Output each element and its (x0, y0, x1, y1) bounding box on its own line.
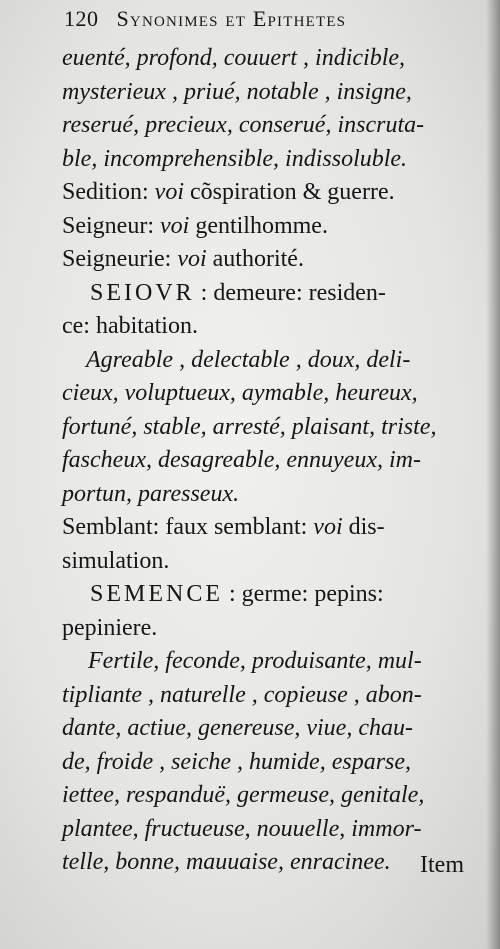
text-line (62, 783, 424, 807)
entry-headword: SEMENCE (90, 581, 224, 607)
text-line (62, 549, 169, 573)
text-line (62, 147, 407, 171)
text-segment: portun, paresseux. (62, 480, 240, 507)
text-segment: Sedition: (62, 179, 155, 205)
text-line (86, 348, 410, 372)
text-segment: voi (154, 179, 184, 205)
text-line (62, 448, 421, 472)
text-segment: Semblant: faux semblant: (62, 514, 314, 540)
text-segment: voi (313, 514, 343, 540)
text-line (62, 113, 424, 137)
page-number: 120 (64, 6, 99, 31)
text-line (62, 750, 411, 774)
text-segment: Agreable , delectable , doux, deli- (86, 346, 411, 373)
text-segment: iettee, respanduë, germeuse, genitale, (62, 782, 425, 808)
text-segment: plantee, fructueuse, nouuelle, immor- (62, 815, 422, 842)
text-line (88, 649, 422, 673)
page-edge-shadow (486, 0, 500, 949)
text-segment: pepiniere. (62, 614, 158, 641)
text-line (62, 616, 157, 640)
text-line (62, 482, 239, 506)
text-line (62, 515, 385, 539)
text-segment: voi (177, 246, 207, 272)
text-segment: gentilhomme. (189, 212, 328, 239)
text-line (62, 180, 395, 204)
text-segment: simulation. (62, 547, 170, 574)
text-segment: authorité. (206, 246, 304, 272)
text-line (62, 214, 328, 238)
text-segment: Fertile, feconde, produisante, mul- (88, 648, 422, 674)
catchword: Item (420, 852, 464, 878)
text-line (90, 281, 386, 305)
text-segment: ble, incomprehensible, indissoluble. (62, 145, 408, 172)
entry-headword: SEIOVR (90, 279, 195, 306)
text-segment: dante, actiue, genereuse, viue, chau- (62, 715, 413, 741)
running-header (64, 6, 346, 32)
text-segment: Seigneurie: (62, 246, 178, 272)
text-segment: cõspiration & guerre. (184, 179, 395, 205)
text-line (90, 582, 384, 606)
text-line (62, 817, 421, 841)
text-segment: fascheux, desagreable, ennuyeux, im- (62, 447, 421, 473)
text-segment: Seigneur: (62, 212, 160, 239)
text-line (62, 80, 412, 104)
text-segment: euenté, profond, couuert , indicible, (62, 45, 406, 71)
text-segment: cieux, voluptueux, aymable, heureux, (62, 380, 418, 406)
text-line (62, 683, 422, 707)
text-segment: fortuné, stable, arresté, plaisant, triste, (62, 413, 437, 440)
text-segment: de, froide , seiche , humide, esparse, (62, 748, 412, 775)
text-segment: tipliante , naturelle , copieuse , abon- (62, 681, 422, 708)
text-line (62, 415, 436, 439)
text-line (62, 314, 198, 338)
text-segment: reserué, precieux, conserué, inscruta- (62, 112, 425, 138)
text-segment: telle, bonne, mauuaise, enracinee. (62, 849, 391, 875)
text-segment: ce: habitation. (62, 313, 198, 339)
text-segment: dis- (342, 514, 385, 540)
text-segment: : germe: pepins: (223, 581, 384, 607)
text-segment: : demeure: residen- (194, 279, 386, 306)
text-line (62, 247, 304, 271)
running-title: Synonimes et Epithetes (116, 6, 347, 31)
text-line (62, 850, 391, 874)
text-line (62, 716, 413, 740)
text-line (62, 46, 405, 70)
text-line (62, 381, 418, 405)
text-segment: voi (159, 212, 190, 239)
text-segment: mysterieux , priué, notable , insigne, (62, 78, 412, 105)
